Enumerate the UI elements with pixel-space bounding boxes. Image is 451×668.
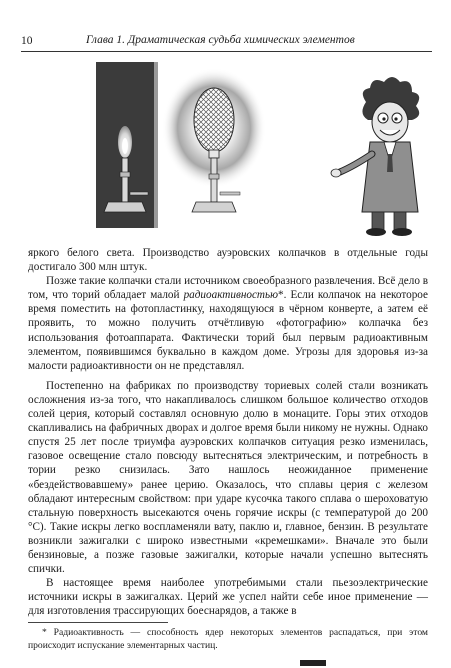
page-header	[0, 0, 451, 54]
cartoon-scientist-icon	[331, 77, 419, 236]
paragraph-4: В настоящее время наиболее употребимыми стали пьезоэлектрические источники искры в зажигалках. Церий же успел найти себе иное применение — для изготовления трассирующих боеснарядов, а также в	[28, 577, 428, 618]
paragraph-2	[28, 274, 428, 373]
bunsen-burner-icon	[96, 62, 158, 228]
paragraph-2-end: *. Если колпачок на некоторое время поместить на фотопластинку, находящуюся в чёрном конверте, а затем её проявить, то можно получить отчётливую «фотографию» колпачка без использования фотоаппарата. Фактически торий был первым радиоактивным элементом, появившимся буквально в каждом доме. Угрозы для здоровья из-за малости радиоактивности он не представлял.	[28, 289, 428, 372]
illustration	[96, 62, 432, 238]
paragraph-1: яркого белого света. Производство ауэровских колпачков в отдельные годы достигало 300 млн штук.	[28, 247, 428, 274]
running-head: Глава 1. Драматическая судьба химических элементов	[86, 34, 355, 46]
footnote-rule	[28, 622, 168, 623]
page-bottom-mark	[300, 660, 326, 666]
page-number: 10	[21, 35, 33, 47]
footnote: * Радиоактивность — способность ядер некоторых элементов распадаться, при этом происходит испускание элементарных частиц.	[28, 627, 428, 651]
body-text	[28, 246, 428, 618]
gas-mantle-lamp-icon	[162, 68, 266, 212]
paragraph-2-start: Позже такие колпачки стали источником своеобразного развлечения. Всё дело в том, что торий обладает малой	[28, 275, 429, 302]
term-radioactivity: радиоактивностью	[183, 289, 278, 302]
header-rule	[21, 51, 432, 52]
paragraph-3: Постепенно на фабриках по производству ториевых солей стали возникать осложнения из-за того, что накапливалось слишком большое количество отходов солей церия, который составлял основную долю в монаците. Горы этих отходов скапливались на фабричных дворах и долгое время были никому не нужны. Однако спустя 25 лет после триумфа ауэровских колпачков ситуация резко изменилась, газовое освещение стало повсюду вытесняться электрическим, и потребность в тории резко снизилась. Зато нашлось неожиданное применение «бездействовавшему» ранее церию. Оказалось, что сплавы церия с железом обладают интересным свойством: при ударе кусочка такого сплава о шероховатую стальную поверхность высекаются очень горячие искры (с температурой до 200 °С). Такие искры легко воспламеняли вату, паклю и, главное, бензин. В результате возникли зажигалки с широко известными «кремешками». Вначале это были бензиновые, а позже газовые зажигалки, которые начали успешно вытеснять спички.	[28, 379, 428, 576]
